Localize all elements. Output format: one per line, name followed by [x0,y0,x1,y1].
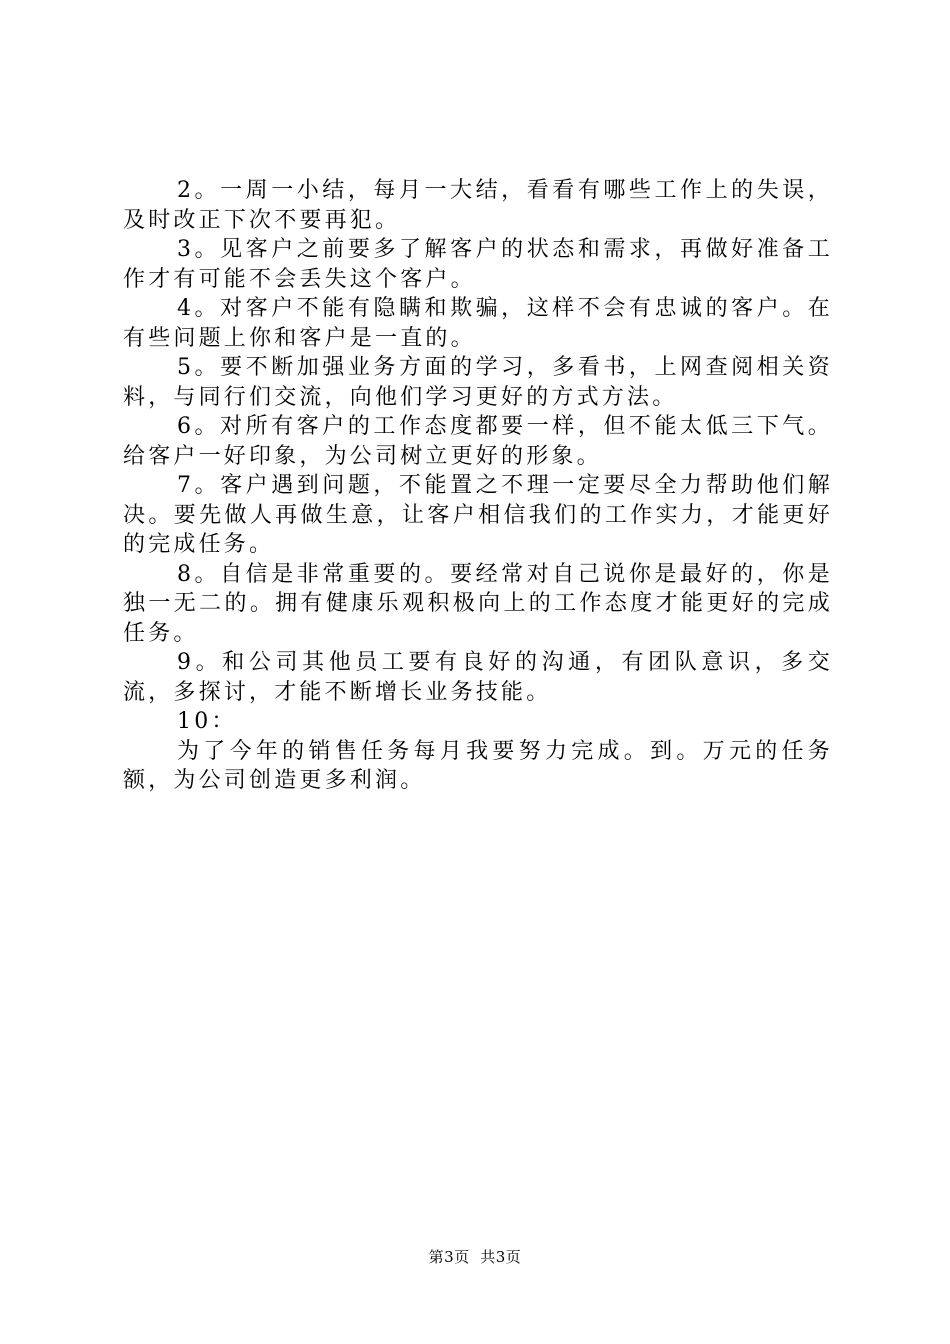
document-body [123,176,833,796]
page-total: 共3页 [480,1248,522,1266]
footer-gap [470,1248,481,1266]
paragraph-2: 2。一周一小结，每月一大结，看看有哪些工作上的失误，及时改正下次不要再犯。 [123,178,833,233]
paragraph-9: 9。和公司其他员工要有良好的沟通，有团队意识，多交流，多探讨，才能不断增长业务技能。 [123,650,833,705]
page-footer [0,1246,950,1267]
paragraph-3: 3。见客户之前要多了解客户的状态和需求，再做好准备工作才有可能不会丢失这个客户。 [123,237,833,292]
paragraph-5: 5。要不断加强业务方面的学习，多看书，上网查阅相关资料，与同行们交流，向他们学习更好的方式方法。 [123,355,833,410]
paragraph-4: 4。对客户不能有隐瞒和欺骗，这样不会有忠诚的客户。在有些问题上你和客户是一直的。 [123,296,833,351]
paragraph-10-body: 为了今年的销售任务每月我要努力完成。到。万元的任务额，为公司创造更多利润。 [123,738,833,793]
paragraph-10-heading: 10： [177,709,237,734]
paragraph-6: 6。对所有客户的工作态度都要一样，但不能太低三下气。给客户一好印象，为公司树立更好的形象。 [123,414,833,469]
page-number: 第3页 [428,1248,470,1266]
paragraph-8: 8。自信是非常重要的。要经常对自己说你是最好的，你是独一无二的。拥有健康乐观积极向上的工作态度才能更好的完成任务。 [123,561,833,646]
paragraph-7: 7。客户遇到问题，不能置之不理一定要尽全力帮助他们解决。要先做人再做生意，让客户相信我们的工作实力，才能更好的完成任务。 [123,473,833,557]
